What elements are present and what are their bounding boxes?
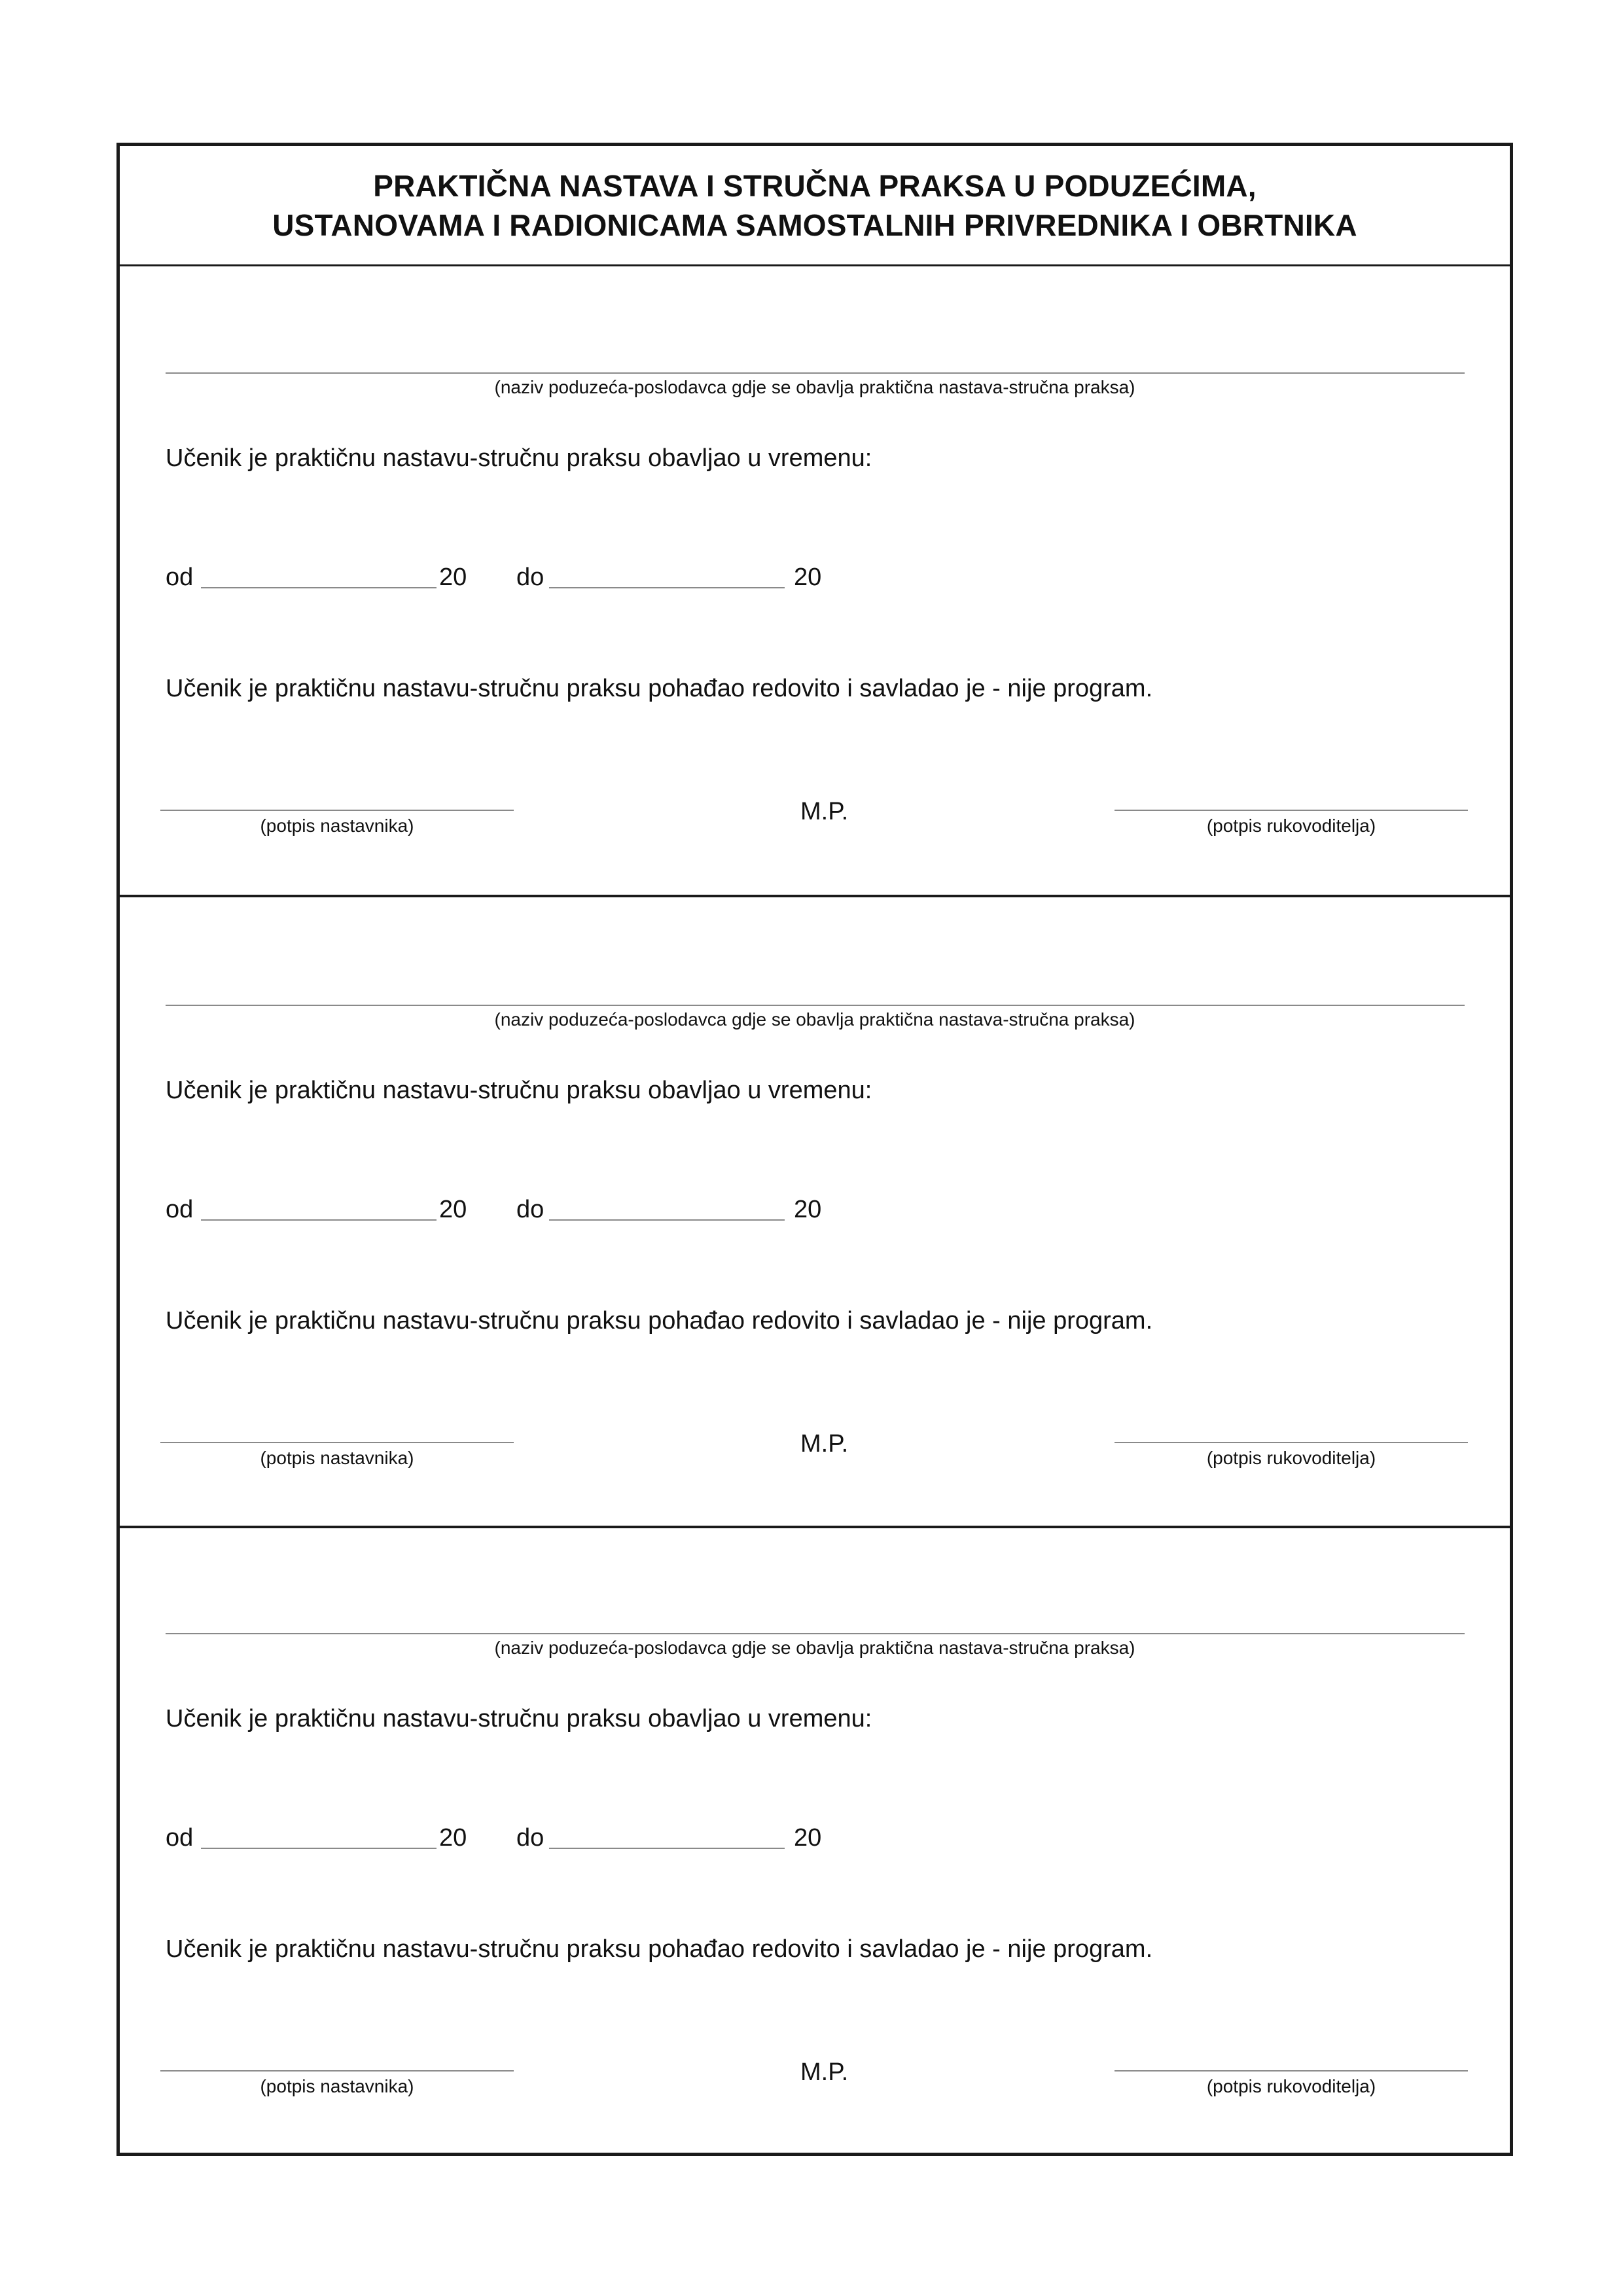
practice-section-2	[120, 895, 1510, 1524]
to-date-field[interactable]	[549, 587, 785, 588]
date-row	[166, 1194, 1213, 1225]
company-name-caption-wrap	[120, 1637, 1510, 1659]
teacher-signature-caption: (potpis nastavnika)	[260, 1448, 414, 1468]
to-year-prefix: 20	[794, 1196, 822, 1223]
to-date-field[interactable]	[549, 1219, 785, 1221]
from-label: od	[166, 1196, 194, 1223]
stamp-label: M.P.	[800, 2058, 849, 2086]
company-name-caption-wrap	[120, 376, 1510, 399]
attendance-text: Učenik je praktičnu nastavu-stručnu praksu pohađao redovito i savladao je - nije program.	[166, 1935, 1153, 1963]
manager-signature-field[interactable]	[1115, 2070, 1468, 2072]
period-text: Učenik je praktičnu nastavu-stručnu praksu obavljao u vremenu:	[166, 1077, 872, 1104]
manager-signature-field[interactable]	[1115, 1442, 1468, 1443]
form-frame	[116, 143, 1513, 2156]
company-name-field[interactable]	[166, 1633, 1465, 1634]
teacher-signature-field[interactable]	[160, 2070, 514, 2072]
company-name-caption: (naziv poduzeća-poslodavca gdje se obavlja praktična nastava-stručna praksa)	[494, 1638, 1135, 1658]
form-title-line-1: PRAKTIČNA NASTAVA I STRUČNA PRAKSA U PODUZEĆIMA,	[373, 168, 1257, 203]
practice-section-3	[120, 1526, 1510, 2153]
from-date-field[interactable]	[201, 1848, 437, 1849]
to-label: do	[516, 564, 544, 591]
teacher-signature-caption: (potpis nastavnika)	[260, 2076, 414, 2096]
manager-signature-caption: (potpis rukovoditelja)	[1206, 1448, 1376, 1468]
from-year-prefix: 20	[439, 1824, 467, 1852]
to-year-prefix: 20	[794, 1824, 822, 1852]
stamp-label: M.P.	[800, 1430, 849, 1458]
to-label: do	[516, 1196, 544, 1223]
company-name-caption-wrap	[120, 1009, 1510, 1031]
to-date-field[interactable]	[549, 1848, 785, 1849]
company-name-caption: (naziv poduzeća-poslodavca gdje se obavlja praktična nastava-stručna praksa)	[494, 377, 1135, 397]
manager-signature-caption: (potpis rukovoditelja)	[1206, 816, 1376, 836]
from-year-prefix: 20	[439, 1196, 467, 1223]
period-text: Učenik je praktičnu nastavu-stručnu praksu obavljao u vremenu:	[166, 1705, 872, 1732]
date-row	[166, 1823, 1213, 1853]
from-label: od	[166, 564, 194, 591]
manager-signature-field[interactable]	[1115, 810, 1468, 811]
from-year-prefix: 20	[439, 564, 467, 591]
period-text: Učenik je praktičnu nastavu-stručnu praksu obavljao u vremenu:	[166, 444, 872, 472]
date-row	[166, 562, 1213, 592]
stamp-label: M.P.	[800, 798, 849, 825]
teacher-signature-field[interactable]	[160, 1442, 514, 1443]
from-label: od	[166, 1824, 194, 1852]
practice-section-1	[120, 266, 1510, 836]
form-title-line-2: USTANOVAMA I RADIONICAMA SAMOSTALNIH PRIVREDNIKA I OBRTNIKA	[272, 207, 1357, 242]
teacher-signature-caption: (potpis nastavnika)	[260, 816, 414, 836]
teacher-signature-field[interactable]	[160, 810, 514, 811]
attendance-text: Učenik je praktičnu nastavu-stručnu praksu pohađao redovito i savladao je - nije program.	[166, 675, 1153, 702]
form-header	[120, 146, 1510, 266]
from-date-field[interactable]	[201, 587, 437, 588]
to-label: do	[516, 1824, 544, 1852]
from-date-field[interactable]	[201, 1219, 437, 1221]
attendance-text: Učenik je praktičnu nastavu-stručnu praksu pohađao redovito i savladao je - nije program.	[166, 1307, 1153, 1335]
manager-signature-caption: (potpis rukovoditelja)	[1206, 2076, 1376, 2096]
company-name-field[interactable]	[166, 372, 1465, 374]
company-name-caption: (naziv poduzeća-poslodavca gdje se obavlja praktična nastava-stručna praksa)	[494, 1009, 1135, 1030]
company-name-field[interactable]	[166, 1005, 1465, 1006]
to-year-prefix: 20	[794, 564, 822, 591]
